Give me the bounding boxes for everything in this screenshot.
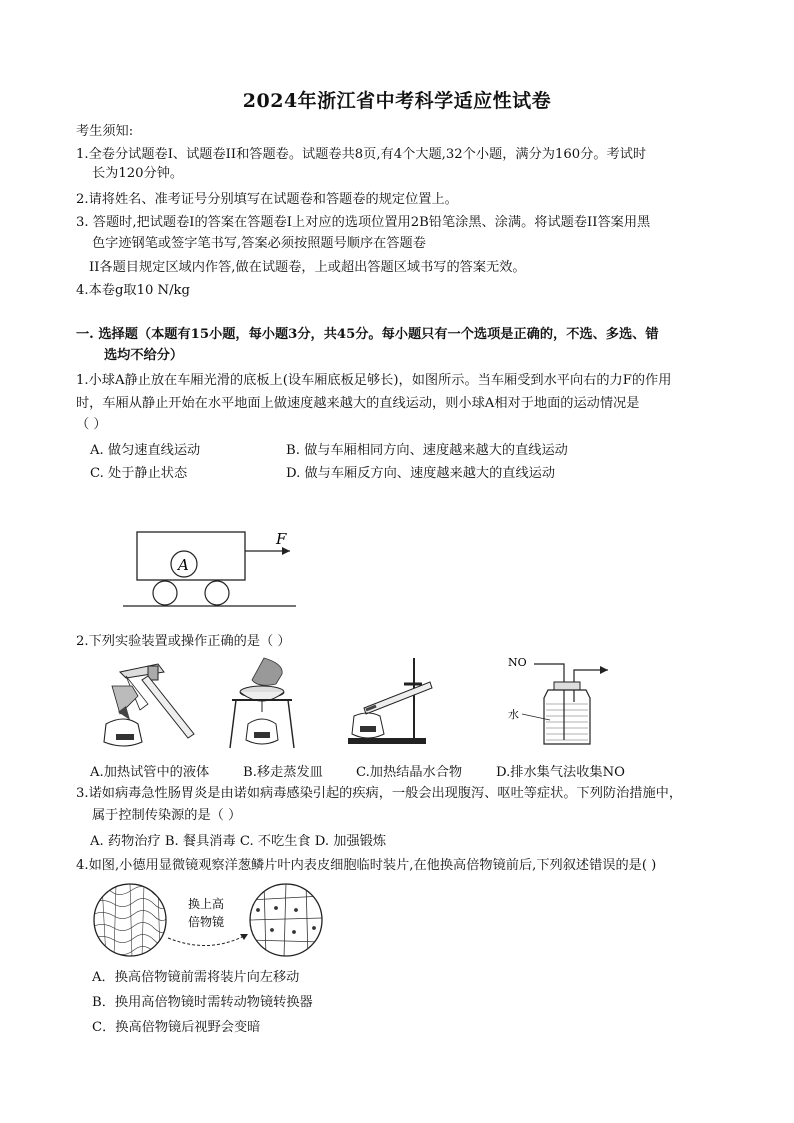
notice-heading: 考生须知: xyxy=(76,124,134,139)
force-label: F xyxy=(276,530,287,548)
q2-option-a: A.加热试管中的液体 xyxy=(90,765,210,780)
question-3-stem: 3.诺如病毒急性肠胃炎是由诺如病毒感染引起的疾病，一般会出现腹泻、呕吐等症状。下列防治措施中， xyxy=(76,786,683,801)
q1-cart-figure xyxy=(120,520,300,612)
q2-figure-c xyxy=(346,654,438,746)
question-2-stem: 2.下列实验装置或操作正确的是（ ） xyxy=(76,634,291,649)
q2-option-c: C.加热结晶水合物 xyxy=(356,765,463,780)
notice-item: 色字迹钢笔或签字笔书写,答案必须按照题号顺序在答题卷 xyxy=(92,236,426,251)
section-heading: 一. 选择题（本题有15小题，每小题3分，共45分。每小题只有一个选项是正确的，不选、多选、错 xyxy=(76,327,659,342)
notice-item: II各题目规定区域内作答,做在试题卷，上或超出答题区域书写的答案无效。 xyxy=(89,260,526,275)
wheel-left xyxy=(153,581,177,605)
page-title: 2024年浙江省中考科学适应性试卷 xyxy=(242,90,552,112)
ball-label: A xyxy=(178,556,189,574)
wheel-right xyxy=(205,581,229,605)
notice-item: 3. 答题时,把试题卷I的答案在答题卷I上对应的选项位置用2B铅笔涂黑、涂满。将试题卷II答案用黑 xyxy=(76,215,651,230)
q3-options: A. 药物治疗 B. 餐具消毒 C. 不吃生食 D. 加强锻炼 xyxy=(90,834,387,849)
notice-item: 1.全卷分试题卷I、试题卷II和答题卷。试题卷共8页,有4个大题,32个小题，满分为160分。考试时 xyxy=(76,147,647,162)
cart-body xyxy=(137,532,245,580)
q1-option-a: A. 做匀速直线运动 xyxy=(90,443,201,458)
q2-figure-d xyxy=(504,652,626,752)
no-gas-label: NO xyxy=(508,656,527,669)
notice-item: 4.本卷g取10 N/kg xyxy=(76,283,190,298)
notice-item: 长为120分钟。 xyxy=(92,166,184,181)
q1-option-c: C. 处于静止状态 xyxy=(90,466,188,481)
question-1-stem: 1.小球A静止放在车厢光滑的底板上(设车厢底板足够长)，如图所示。当车厢受到水平向右的力F的作用 xyxy=(76,373,672,388)
q2-option-d: D.排水集气法收集NO xyxy=(496,765,625,780)
q4-option-b: B．换用高倍物镜时需转动物镜转换器 xyxy=(92,995,313,1010)
q2-option-b: B.移走蒸发皿 xyxy=(243,765,323,780)
q1-option-b: B. 做与车厢相同方向、速度越来越大的直线运动 xyxy=(286,443,568,458)
lens-label-line1: 换上高 xyxy=(188,897,225,911)
notice-item: 2.请将姓名、准考证号分别填写在试题卷和答题卷的规定位置上。 xyxy=(76,192,458,207)
q4-option-a: A．换高倍物镜前需将装片向左移动 xyxy=(92,970,300,985)
q4-microscope-figure xyxy=(92,880,326,960)
question-1-blank: （ ） xyxy=(76,417,107,432)
section-heading-cont: 选均不给分） xyxy=(104,348,184,363)
q4-option-c: C．换高倍物镜后视野会变暗 xyxy=(92,1020,261,1035)
q2-figure-b xyxy=(222,654,302,752)
lens-label-line2: 倍物镜 xyxy=(188,915,225,929)
force-arrowhead xyxy=(282,547,290,555)
water-label: 水 xyxy=(508,708,519,721)
q2-figure-a xyxy=(98,656,204,752)
question-4-stem: 4.如图,小德用显微镜观察洋葱鳞片叶内表皮细胞临时装片,在他换高倍物镜前后,下列叙述错误的是( ) xyxy=(76,858,657,873)
dashed-arrow xyxy=(168,936,244,946)
question-3-stem: 属于控制传染源的是（ ） xyxy=(92,808,242,823)
q1-option-d: D. 做与车厢反方向、速度越来越大的直线运动 xyxy=(286,466,556,481)
question-1-stem: 时，车厢从静止开始在水平地面上做速度越来越大的直线运动，则小球A相对于地面的运动情况是 xyxy=(76,396,640,411)
